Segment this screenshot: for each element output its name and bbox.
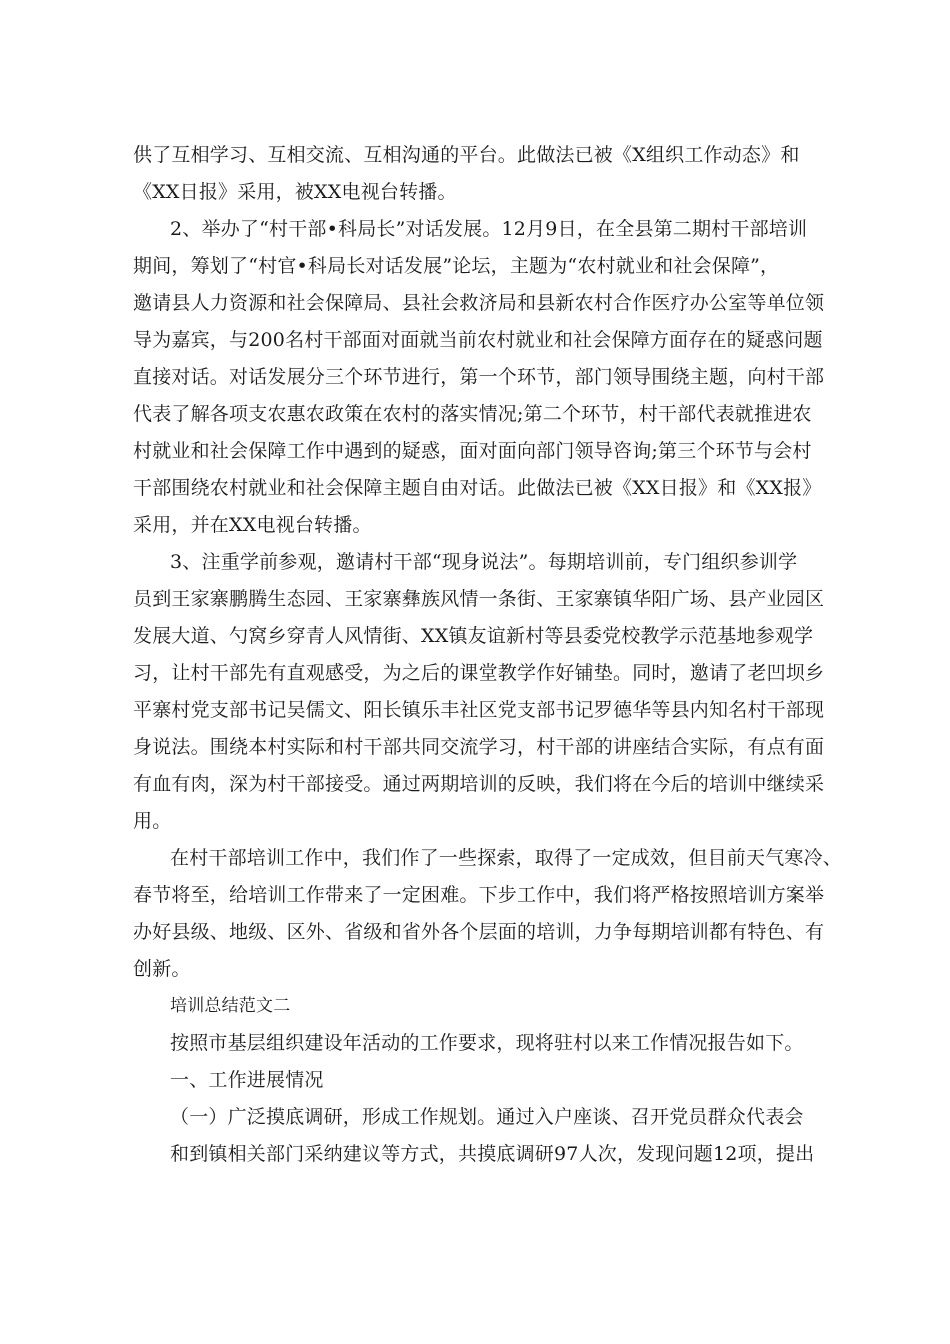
text-line: 按照市基层组织建设年活动的工作要求，现将驻村以来工作情况报告如下。 <box>170 1032 804 1054</box>
text-line: 习，让村干部先有直观感受，为之后的课堂教学作好铺垫。同时，邀请了老凹坝乡 <box>133 662 825 684</box>
text-line: 采用，并在XX电视台转播。 <box>133 514 372 536</box>
text-line: 发展大道、勺窝乡穿青人风情街、XX镇友谊新村等县委党校教学示范基地参观学 <box>133 625 814 647</box>
text-line: 员到王家寨鹏腾生态园、王家寨彝族风情一条街、王家寨镇华阳广场、县产业园区 <box>133 588 825 610</box>
text-line: 3、注重学前参观，邀请村干部“现身说法”。每期培训前，专门组织参训学 <box>170 551 798 573</box>
section-title: 培训总结范文二 <box>170 996 291 1016</box>
text-line: 在村干部培训工作中，我们作了一些探索，取得了一定成效，但目前天气寒冷、 <box>170 847 843 869</box>
text-line: 供了互相学习、互相交流、互相沟通的平台。此做法已被《X组织工作动态》和 <box>133 144 800 166</box>
text-line: 直接对话。对话发展分三个环节进行，第一个环节，部门领导围绕主题，向村干部 <box>133 366 825 388</box>
text-line: 办好县级、地级、区外、省级和省外各个层面的培训，力争每期培训都有特色、有 <box>133 921 825 943</box>
text-line: 邀请县人力资源和社会保障局、县社会救济局和县新农村合作医疗办公室等单位领 <box>133 292 825 314</box>
text-line: 用。 <box>133 810 172 832</box>
text-line: 村就业和社会保障工作中遇到的疑惑，面对面向部门领导咨询;第三个环节与会村 <box>133 440 812 462</box>
section-heading: 一、工作进展情况 <box>170 1069 324 1091</box>
text-line: 2、举办了“村干部•科局长”对话发展。12月9日，在全县第二期村干部培训 <box>170 218 808 240</box>
text-line: 代表了解各项支农惠农政策在农村的落实情况;第二个环节，村干部代表就推进农 <box>133 403 812 425</box>
text-line: 导为嘉宾，与200名村干部面对面就当前农村就业和社会保障方面存在的疑惑问题 <box>133 329 823 351</box>
text-line: 春节将至，给培训工作带来了一定困难。下步工作中，我们将严格按照培训方案举 <box>133 884 825 906</box>
text-line: 有血有肉，深为村干部接受。通过两期培训的反映，我们将在今后的培训中继续采 <box>133 773 825 795</box>
text-line: 创新。 <box>133 958 191 980</box>
text-line: 身说法。围绕本村实际和村干部共同交流学习，村干部的讲座结合实际，有点有面 <box>133 736 825 758</box>
text-line: 平寨村党支部书记吴儒文、阳长镇乐丰社区党支部书记罗德华等县内知名村干部现 <box>133 699 825 721</box>
text-line: （一）广泛摸底调研，形成工作规划。通过入户座谈、召开党员群众代表会 <box>170 1106 804 1128</box>
text-line: 干部围绕农村就业和社会保障主题自由对话。此做法已被《XX日报》和《XX报》 <box>133 477 822 499</box>
text-line: 《XX日报》采用，被XX电视台转播。 <box>133 181 457 203</box>
text-line: 和到镇相关部门采纳建议等方式，共摸底调研97人次，发现问题12项，提出 <box>170 1143 815 1165</box>
text-line: 期间，筹划了“村官•科局长对话发展”论坛，主题为“农村就业和社会保障”， <box>133 255 780 277</box>
